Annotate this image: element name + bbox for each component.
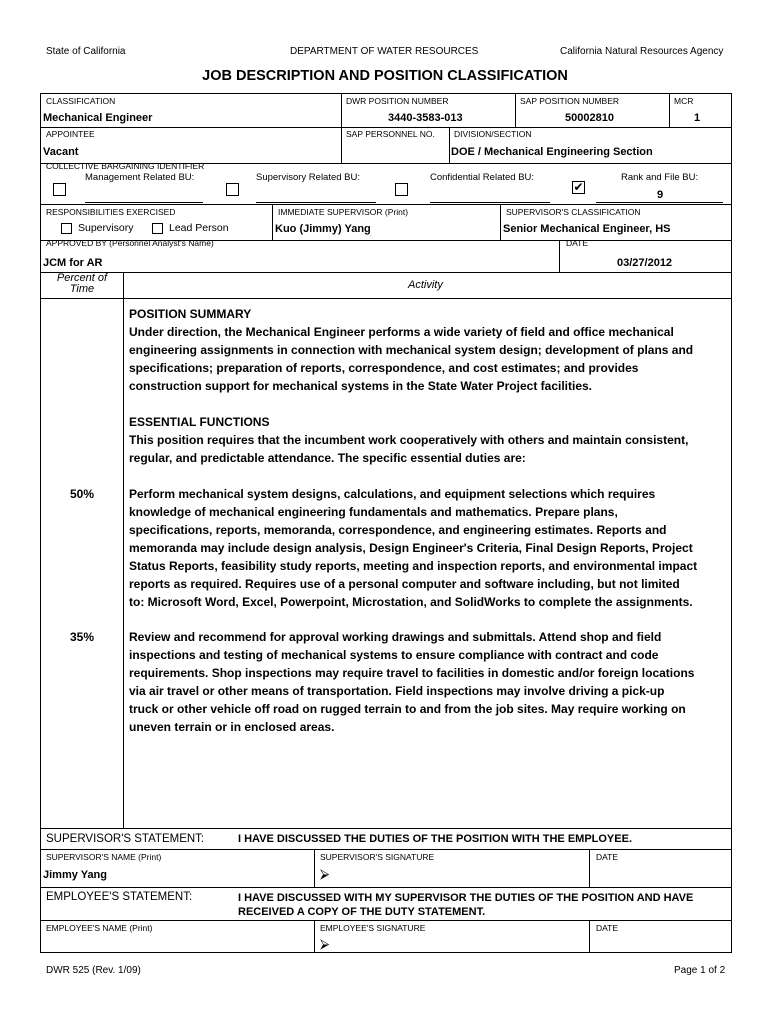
classification-label: CLASSIFICATION xyxy=(46,96,116,106)
division-field[interactable]: DOE / Mechanical Engineering Section xyxy=(451,146,653,158)
duty1-line: Status Reports, feasibility study reports, meeting and inspection reports, and environmental impact xyxy=(129,559,698,573)
essential-functions-text xyxy=(129,431,729,467)
supervisor-name-label: SUPERVISOR'S NAME (Print) xyxy=(46,852,162,862)
mcr-label: MCR xyxy=(674,96,694,106)
approved-by-label: APPROVED BY (Personnel Analyst's Name) xyxy=(46,238,214,248)
classification-field[interactable]: Mechanical Engineer xyxy=(43,112,153,124)
appointee-field[interactable]: Vacant xyxy=(43,146,79,158)
summary-line: Under direction, the Mechanical Engineer performs a wide variety of field and office mechanical xyxy=(129,325,674,339)
department-label: DEPARTMENT OF WATER RESOURCES xyxy=(290,46,479,57)
percent-header-line2: Time xyxy=(69,283,95,295)
duty2-line: requirements. Shop inspections may require travel to facilities in domestic and/or foreign locations xyxy=(129,666,695,680)
supervisory-bu-checkbox[interactable] xyxy=(226,183,239,196)
position-summary-text xyxy=(129,323,729,395)
duty1-percent: 50% xyxy=(69,487,95,501)
supervisory-checkbox[interactable] xyxy=(61,223,72,234)
mcr-field[interactable]: 1 xyxy=(694,112,701,124)
duty1-line: knowledge of mechanical engineering fundamentals and mathematics. Prepare plans, xyxy=(129,505,618,519)
employee-statement-line2: RECEIVED A COPY OF THE DUTY STATEMENT. xyxy=(238,906,486,918)
essential-functions-heading: ESSENTIAL FUNCTIONS xyxy=(129,415,270,429)
checkmark-icon: ✔ xyxy=(573,180,584,194)
employee-date-label: DATE xyxy=(596,923,619,933)
approved-date-field[interactable]: 03/27/2012 xyxy=(617,257,673,269)
duty2-percent: 35% xyxy=(69,630,95,644)
summary-line: specifications; preparation of reports, correspondence, and cost estimates; and provides xyxy=(129,361,639,375)
duty1-line: to: Microsoft Word, Excel, Powerpoint, Microstation, and SolidWorks to complete the assignments. xyxy=(129,595,693,609)
supervisor-signature-arrow-icon[interactable]: ⮚ xyxy=(320,866,330,881)
date-label: DATE xyxy=(566,238,589,248)
duty2-line: via air travel or other means of transportation. Field inspections may involve driving a pick-up xyxy=(129,684,665,698)
duty1-line: memoranda may include design analysis, Design Engineer's Criteria, Final Design Reports, Project xyxy=(129,541,693,555)
duty1-line: reports as required. Requires use of a personal computer and software including, but not limited xyxy=(129,577,680,591)
form-title: JOB DESCRIPTION AND POSITION CLASSIFICATION xyxy=(202,68,568,84)
employee-name-label: EMPLOYEE'S NAME (Print) xyxy=(46,923,153,933)
summary-line: construction support for mechanical systems in the State Water Project facilities. xyxy=(129,379,593,393)
dwr-position-field[interactable]: 3440-3583-013 xyxy=(388,112,463,124)
lead-person-option-label: Lead Person xyxy=(169,222,229,234)
summary-line: engineering assignments in connection with mechanical system design; development of plans and xyxy=(129,343,694,357)
supervisor-statement-text: I HAVE DISCUSSED THE DUTIES OF THE POSITION WITH THE EMPLOYEE. xyxy=(238,833,632,845)
position-summary-heading: POSITION SUMMARY xyxy=(129,307,252,321)
division-label: DIVISION/SECTION xyxy=(454,129,532,139)
supervisor-date-label: DATE xyxy=(596,852,619,862)
duty1-line: specifications, reports, memoranda, correspondence, and engineering estimates. Reports and xyxy=(129,523,667,537)
employee-signature-arrow-icon[interactable]: ⮚ xyxy=(320,936,330,951)
duty1-text xyxy=(129,485,729,611)
employee-signature-label: EMPLOYEE'S SIGNATURE xyxy=(320,923,426,933)
immediate-supervisor-field[interactable]: Kuo (Jimmy) Yang xyxy=(275,223,371,235)
immediate-supervisor-label: IMMEDIATE SUPERVISOR (Print) xyxy=(278,207,409,217)
confidential-bu-checkbox[interactable] xyxy=(395,183,408,196)
sap-position-label: SAP POSITION NUMBER xyxy=(520,96,620,106)
duty1-line: Perform mechanical system designs, calculations, and equipment selections which requires xyxy=(129,487,656,501)
management-bu-checkbox[interactable] xyxy=(53,183,66,196)
duty2-line: Review and recommend for approval working drawings and submittals. Attend shop and field xyxy=(129,630,662,644)
rank-file-bu-label: Rank and File BU: xyxy=(621,172,699,183)
lead-person-checkbox[interactable] xyxy=(152,223,163,234)
supervisory-bu-label: Supervisory Related BU: xyxy=(256,172,361,183)
supervisor-signature-label: SUPERVISOR'S SIGNATURE xyxy=(320,852,435,862)
employee-statement-line1: I HAVE DISCUSSED WITH MY SUPERVISOR THE DUTIES OF THE POSITION AND HAVE xyxy=(238,892,694,904)
agency-label: California Natural Resources Agency xyxy=(560,46,724,57)
approved-by-field[interactable]: JCM for AR xyxy=(43,257,103,269)
percent-header-line1: Percent of xyxy=(56,272,108,284)
supervisor-classification-field[interactable]: Senior Mechanical Engineer, HS xyxy=(503,223,671,235)
duty2-line: uneven terrain or in enclosed areas. xyxy=(129,720,335,734)
dwr-position-label: DWR POSITION NUMBER xyxy=(346,96,449,106)
appointee-label: APPOINTEE xyxy=(46,129,95,139)
supervisory-option-label: Supervisory xyxy=(78,222,134,234)
rank-file-bu-field[interactable]: 9 xyxy=(657,189,664,201)
employee-statement-text xyxy=(238,891,693,919)
duty2-line: inspections and testing of mechanical systems to ensure compliance with contract and code xyxy=(129,648,659,662)
duty2-line: truck or other vehicle off road on rugged terrain to and from the job sites. May require working on xyxy=(129,702,686,716)
employee-statement-label: EMPLOYEE'S STATEMENT: xyxy=(46,891,193,903)
percent-of-time-header xyxy=(40,273,124,295)
form-id: DWR 525 (Rev. 1/09) xyxy=(46,965,141,976)
supervisor-statement-label: SUPERVISOR'S STATEMENT: xyxy=(46,833,205,845)
sap-personnel-label: SAP PERSONNEL NO. xyxy=(346,129,435,139)
supervisor-classification-label: SUPERVISOR'S CLASSIFICATION xyxy=(506,207,641,217)
management-bu-label: Management Related BU: xyxy=(85,172,195,183)
essential-line: This position requires that the incumbent work cooperatively with others and maintain consistent, xyxy=(129,433,689,447)
activity-header: Activity xyxy=(408,279,443,291)
rank-file-bu-checkbox[interactable] xyxy=(572,181,585,194)
bargaining-label: COLLECTIVE BARGAINING IDENTIFIER xyxy=(46,161,205,171)
confidential-bu-label: Confidential Related BU: xyxy=(430,172,535,183)
duty2-text xyxy=(129,628,729,736)
essential-line: regular, and predictable attendance. The specific essential duties are: xyxy=(129,451,526,465)
responsibilities-label: RESPONSIBILITIES EXERCISED xyxy=(46,207,176,217)
state-label: State of California xyxy=(46,46,126,57)
sap-position-field[interactable]: 50002810 xyxy=(565,112,614,124)
supervisor-name-field[interactable]: Jimmy Yang xyxy=(43,869,107,881)
page-number: Page 1 of 2 xyxy=(674,965,726,976)
